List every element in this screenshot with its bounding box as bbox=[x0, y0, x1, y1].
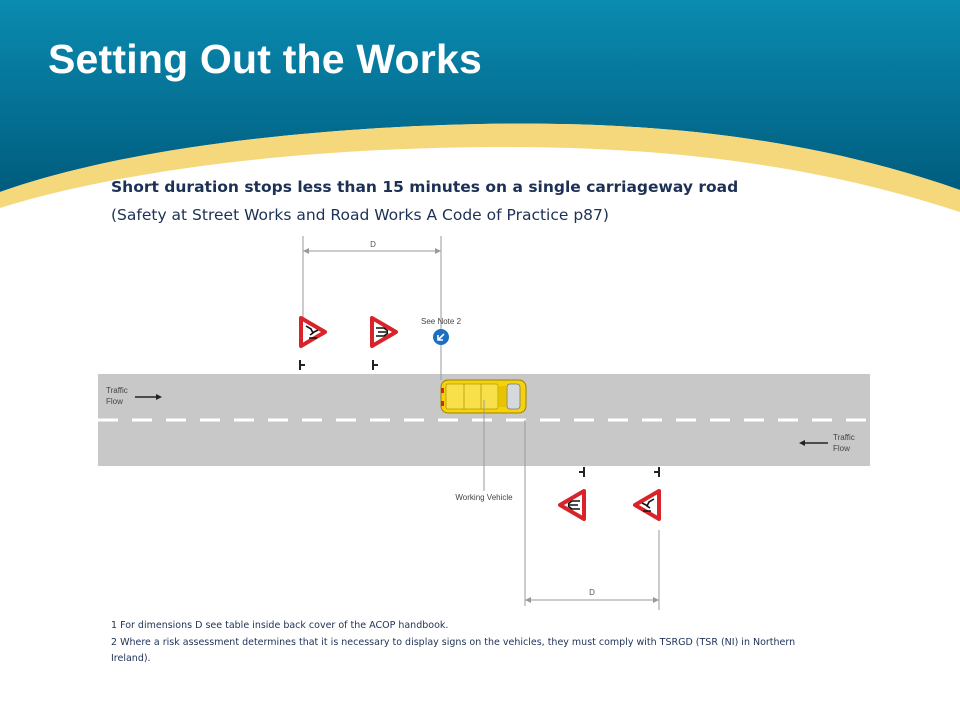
road-narrows-sign-icon bbox=[372, 318, 396, 346]
traffic-flow-left-line2: Flow bbox=[106, 397, 123, 406]
dimension-bottom-label: D bbox=[589, 588, 595, 597]
dimension-top bbox=[303, 236, 441, 380]
diagram-heading: Short duration stops less than 15 minutes on a single carriageway road bbox=[111, 178, 739, 196]
see-note-label: See Note 2 bbox=[420, 317, 462, 326]
road-narrows-sign-icon bbox=[560, 491, 584, 519]
traffic-flow-right-line1: Traffic bbox=[833, 433, 855, 442]
diagram-subheading: (Safety at Street Works and Road Works A Code of Practice p87) bbox=[111, 206, 609, 224]
footnote-2: 2 Where a risk assessment determines that it is necessary to display signs on the vehicles, they must comply with TSRGD (TSR (NI) in Northern Ireland). bbox=[111, 636, 796, 664]
footnotes bbox=[111, 618, 811, 668]
working-vehicle-label: Working Vehicle bbox=[455, 493, 513, 502]
sign-post-marker bbox=[579, 467, 660, 477]
slide-title: Setting Out the Works bbox=[48, 36, 482, 82]
dimension-top-label: D bbox=[370, 240, 376, 249]
footnote-1: 1 For dimensions D see table inside back cover of the ACOP handbook. bbox=[111, 620, 449, 631]
traffic-flow-left-line1: Traffic bbox=[106, 386, 128, 395]
roadworks-sign-icon bbox=[635, 491, 659, 519]
keep-left-sign-icon bbox=[433, 329, 449, 345]
road-layout-diagram bbox=[0, 230, 960, 610]
sign-post-marker bbox=[299, 360, 378, 370]
roadworks-sign-icon bbox=[301, 318, 325, 346]
traffic-flow-right-line2: Flow bbox=[833, 444, 850, 453]
